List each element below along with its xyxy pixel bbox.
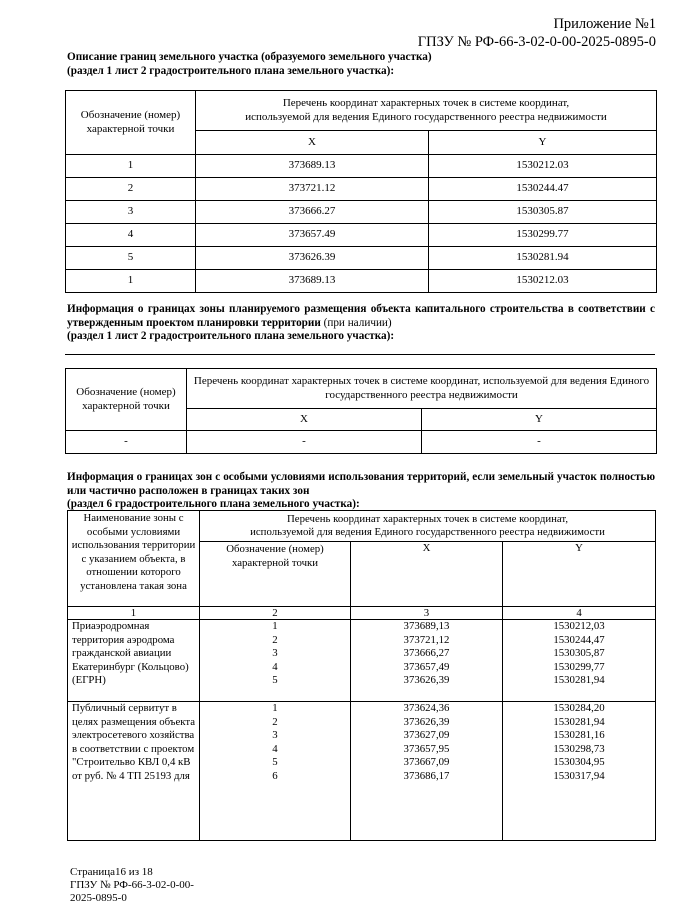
page-footer (70, 866, 194, 905)
section2-title-note: (при наличии) (320, 316, 392, 329)
col-header-x: X (351, 542, 503, 607)
col-header-y: Y (422, 409, 657, 431)
footer-doc-number-line2: 2025-0895-0 (70, 892, 127, 904)
section2-title-line3: (раздел 1 лист 2 градостроительного плана земельного участка): (67, 330, 395, 342)
table-row (68, 620, 656, 702)
point-number: 3 (66, 201, 196, 224)
zone-points: 1 2 3 4 5 (200, 620, 351, 702)
coord-y: - (422, 431, 657, 454)
coord-x: 373721.12 (196, 178, 429, 201)
section3-title-line3: (раздел 6 градостроительного плана земельного участка): (67, 498, 360, 510)
col-header-y: Y (429, 131, 657, 155)
section1-title-line2: (раздел 1 лист 2 градостроительного плана земельного участка): (67, 64, 395, 77)
section2-title (67, 303, 655, 330)
point-number: 1 (66, 155, 196, 178)
coord-x: 373689.13 (196, 270, 429, 293)
coord-y: 1530299.77 (429, 224, 657, 247)
zone-y-values: 1530212,03 1530244,47 1530305,87 1530299,77 1530281,94 (503, 620, 656, 702)
col-number: 1 (68, 607, 200, 620)
zone-x-values: 373689,13 373721,12 373666,27 373657,49 373626,39 (351, 620, 503, 702)
zone-y-values: 1530284,20 1530281,94 1530281,16 1530298,73 1530304,95 1530317,94 (503, 702, 656, 841)
coord-x: 373666.27 (196, 201, 429, 224)
section1-title (67, 51, 655, 78)
col-header-zone-name: Наименование зоны с особыми условиями использования территории с указанием объекта, в отношении которого установлена такая зона (68, 511, 200, 607)
coord-y: 1530305.87 (429, 201, 657, 224)
col-number: 4 (503, 607, 656, 620)
col-header-designation: Обозначение (номер) характерной точки (66, 369, 187, 431)
col-header-coords: Перечень координат характерных точек в системе координат, используемой для ведения Единого государственного реестра недвижимости (187, 369, 657, 409)
table-row (66, 270, 657, 293)
special-zones-table (67, 510, 656, 841)
section2-title-main: Информация о границах зоны планируемого размещения объекта капитального строительства в соответствии с утвержденным проектом планировки территории (67, 303, 655, 329)
col-header-x: X (187, 409, 422, 431)
table-row (66, 247, 657, 270)
col-header-designation: Обозначение (номер) характерной точки (66, 91, 196, 155)
table-row (66, 431, 657, 454)
appendix-label: Приложение №1 (553, 16, 656, 32)
table-row (66, 155, 657, 178)
coord-x: 373689.13 (196, 155, 429, 178)
table-row (68, 702, 656, 841)
point-number: 2 (66, 178, 196, 201)
coord-x: 373657.49 (196, 224, 429, 247)
divider (65, 354, 655, 355)
coord-y: 1530212.03 (429, 270, 657, 293)
coord-x: 373626.39 (196, 247, 429, 270)
section1-title-line1: Описание границ земельного участка (образуемого земельного участка) (67, 51, 432, 63)
col-header-designation: Обозначение (номер) характерной точки (200, 542, 351, 607)
planned-zone-table (65, 368, 657, 454)
zone-name: Публичный сервитут в целях размещения объекта электросетевого хозяйства в соответствии с проектом "Строительво КВЛ 0,4 кВ от руб. № 4 ТП 25193 для (68, 702, 200, 841)
col-header-y: Y (503, 542, 656, 607)
col-header-x: X (196, 131, 429, 155)
col-header-coords: Перечень координат характерных точек в системе координат, используемой для ведения Единого государственного реестра недвижимости (200, 511, 656, 542)
page-number: Страница16 из 18 (70, 866, 153, 878)
table-row (66, 201, 657, 224)
coord-y: 1530212.03 (429, 155, 657, 178)
point-number: 4 (66, 224, 196, 247)
coord-y: 1530244.47 (429, 178, 657, 201)
point-number: 5 (66, 247, 196, 270)
zone-points: 1 2 3 4 5 6 (200, 702, 351, 841)
zone-name: Приаэродромная территория аэродрома гражданской авиации Екатеринбург (Кольцово) (ЕГРН) (68, 620, 200, 702)
zone-x-values: 373624,36 373626,39 373627,09 373657,95 373667,09 373686,17 (351, 702, 503, 841)
col-number: 3 (351, 607, 503, 620)
boundary-coordinates-table (65, 90, 657, 293)
col-header-coords: Перечень координат характерных точек в системе координат, используемой для ведения Единого государственного реестра недвижимости (196, 91, 657, 131)
col-number: 2 (200, 607, 351, 620)
footer-doc-number-line1: ГПЗУ № РФ-66-3-02-0-00- (70, 879, 194, 891)
point-number: 1 (66, 270, 196, 293)
coord-y: 1530281.94 (429, 247, 657, 270)
document-number: ГПЗУ № РФ-66-3-02-0-00-2025-0895-0 (417, 34, 656, 50)
table-row (66, 178, 657, 201)
point-number: - (66, 431, 187, 454)
table-row (66, 224, 657, 247)
coord-x: - (187, 431, 422, 454)
section3-title: Информация о границах зон с особыми условиями использования территорий, если земельный участок полностью или частично расположен в границах таких зон (67, 471, 655, 497)
